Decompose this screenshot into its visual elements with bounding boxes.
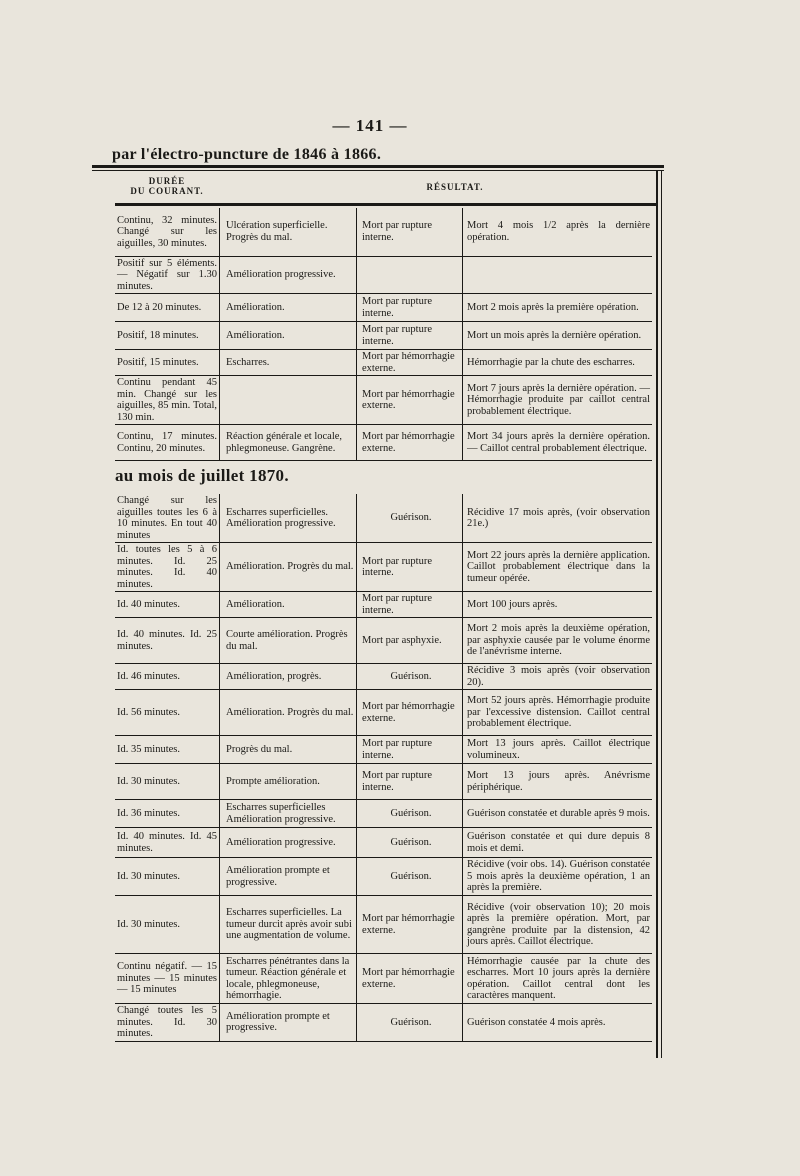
cell-duree: Id. 40 minutes. Id. 25 minutes. bbox=[115, 618, 220, 664]
table-row bbox=[115, 256, 652, 294]
cell-mode: Guérison. bbox=[357, 800, 463, 828]
cell-mode: Mort par rupture interne. bbox=[357, 322, 463, 350]
cell-resultat-immediat: Escharres superficielles Amélioration progressive. bbox=[220, 800, 357, 828]
table-row bbox=[115, 592, 652, 618]
results-table-1846-1866 bbox=[115, 208, 652, 461]
cell-duree: Positif, 15 minutes. bbox=[115, 350, 220, 376]
cell-mode: Mort par hémorrhagie externe. bbox=[357, 425, 463, 461]
cell-mode: Mort par hémorrhagie externe. bbox=[357, 350, 463, 376]
header-rule-thin bbox=[92, 170, 664, 171]
cell-resultat-immediat: Amélioration. bbox=[220, 592, 357, 618]
cell-suite: Mort 13 jours après. Caillot électrique volumineux. bbox=[463, 736, 653, 764]
table-row bbox=[115, 954, 652, 1004]
cell-resultat-immediat: Courte amélioration. Progrès du mal. bbox=[220, 618, 357, 664]
cell-duree: Id. 56 minutes. bbox=[115, 690, 220, 736]
cell-mode: Mort par rupture interne. bbox=[357, 592, 463, 618]
cell-suite: Guérison constatée et qui dure depuis 8 mois et demi. bbox=[463, 828, 653, 858]
table-row bbox=[115, 896, 652, 954]
page-number: — 141 — bbox=[332, 116, 408, 135]
cell-duree: Changé toutes les 5 minutes. Id. 30 minutes. bbox=[115, 1004, 220, 1042]
table-row bbox=[115, 800, 652, 828]
table-row bbox=[115, 736, 652, 764]
cell-mode: Mort par asphyxie. bbox=[357, 618, 463, 664]
table-row bbox=[115, 1004, 652, 1042]
table-right-border-inner bbox=[661, 170, 662, 1058]
cell-duree: Changé sur les aiguilles toutes les 6 à 10 minutes. En tout 40 minutes bbox=[115, 494, 220, 543]
cell-mode: Mort par rupture interne. bbox=[357, 736, 463, 764]
cell-suite: Récidive 17 mois après, (voir observation 21e.) bbox=[463, 494, 653, 543]
cell-suite bbox=[463, 256, 653, 294]
cell-resultat-immediat: Amélioration. Progrès du mal. bbox=[220, 543, 357, 592]
cell-resultat-immediat: Amélioration prompte et progressive. bbox=[220, 1004, 357, 1042]
cell-resultat-immediat: Progrès du mal. bbox=[220, 736, 357, 764]
cell-duree: Id. 30 minutes. bbox=[115, 896, 220, 954]
cell-duree: Positif sur 5 éléments. — Négatif sur 1.30 minutes. bbox=[115, 256, 220, 294]
cell-resultat-immediat: Amélioration. Progrès du mal. bbox=[220, 690, 357, 736]
table-row bbox=[115, 208, 652, 256]
cell-suite: Guérison constatée et durable après 9 mois. bbox=[463, 800, 653, 828]
cell-duree: Continu pendant 45 min. Changé sur les aiguilles, 85 min. Total, 130 min. bbox=[115, 376, 220, 425]
cell-mode: Guérison. bbox=[357, 494, 463, 543]
cell-suite: Hémorrhagie par la chute des escharres. bbox=[463, 350, 653, 376]
cell-suite: Mort 13 jours après. Anévrisme périphérique. bbox=[463, 764, 653, 800]
cell-duree: Continu, 32 minutes. Changé sur les aiguilles, 30 minutes. bbox=[115, 208, 220, 256]
cell-duree: Id. 35 minutes. bbox=[115, 736, 220, 764]
cell-resultat-immediat: Amélioration progressive. bbox=[220, 256, 357, 294]
cell-mode bbox=[357, 256, 463, 294]
header-rule bbox=[92, 165, 664, 168]
cell-resultat-immediat: Escharres pénétrantes dans la tumeur. Réaction générale et locale, phlegmoneuse, hémorrhagie. bbox=[220, 954, 357, 1004]
cell-resultat-immediat: Escharres superficielles. La tumeur durcit après avoir subi une augmentation de volume. bbox=[220, 896, 357, 954]
cell-suite: Récidive (voir obs. 14). Guérison constatée 5 mois après la deuxième opération, 1 an après la première. bbox=[463, 858, 653, 896]
table-row bbox=[115, 618, 652, 664]
cell-duree: Id. 30 minutes. bbox=[115, 858, 220, 896]
table-right-border bbox=[656, 170, 658, 1058]
cell-duree: Id. 46 minutes. bbox=[115, 664, 220, 690]
cell-duree: Id. toutes les 5 à 6 minutes. Id. 25 minutes. Id. 40 minutes. bbox=[115, 543, 220, 592]
cell-mode: Mort par hémorrhagie externe. bbox=[357, 376, 463, 425]
cell-mode: Guérison. bbox=[357, 858, 463, 896]
cell-mode: Mort par rupture interne. bbox=[357, 208, 463, 256]
cell-resultat-immediat: Escharres superficielles. Amélioration progressive. bbox=[220, 494, 357, 543]
cell-mode: Mort par rupture interne. bbox=[357, 294, 463, 322]
cell-resultat-immediat: Prompte amélioration. bbox=[220, 764, 357, 800]
cell-mode: Mort par rupture interne. bbox=[357, 764, 463, 800]
cell-duree: Continu négatif. — 15 minutes — 15 minutes — 15 minutes bbox=[115, 954, 220, 1004]
column-header-resultat: RÉSULTAT. bbox=[426, 182, 484, 192]
cell-suite: Mort 52 jours après. Hémorrhagie produite par l'excessive distension. Caillot central probablement électrique. bbox=[463, 690, 653, 736]
cell-resultat-immediat: Ulcération superficielle. Progrès du mal. bbox=[220, 208, 357, 256]
section-title-1870: au mois de juillet 1870. bbox=[115, 466, 289, 485]
cell-suite: Récidive (voir observation 10); 20 mois après la première opération. Mort, par gangrène produite par la distension, 42 jours après. Caillot électrique. bbox=[463, 896, 653, 954]
cell-suite: Hémorrhagie causée par la chute des escharres. Mort 10 jours après la dernière opération. Caillot central dont les caractères manquent. bbox=[463, 954, 653, 1004]
cell-duree: De 12 à 20 minutes. bbox=[115, 294, 220, 322]
column-header-duree: DURÉE DU COURANT. bbox=[130, 176, 204, 196]
table-row bbox=[115, 376, 652, 425]
cell-resultat-immediat: Amélioration. bbox=[220, 294, 357, 322]
cell-duree: Id. 30 minutes. bbox=[115, 764, 220, 800]
table-row bbox=[115, 828, 652, 858]
cell-mode: Mort par rupture interne. bbox=[357, 543, 463, 592]
cell-resultat-immediat: Amélioration progressive. bbox=[220, 828, 357, 858]
table-row bbox=[115, 425, 652, 461]
table-row bbox=[115, 690, 652, 736]
cell-suite: Mort 7 jours après la dernière opération. — Hémorrhagie produite par caillot central probablement électrique. bbox=[463, 376, 653, 425]
table-row bbox=[115, 858, 652, 896]
cell-suite: Mort un mois après la dernière opération. bbox=[463, 322, 653, 350]
cell-resultat-immediat: Amélioration. bbox=[220, 322, 357, 350]
cell-suite: Mort 2 mois après la première opération. bbox=[463, 294, 653, 322]
table-row bbox=[115, 543, 652, 592]
results-table-1870 bbox=[115, 494, 652, 1042]
cell-mode: Guérison. bbox=[357, 1004, 463, 1042]
table-row bbox=[115, 664, 652, 690]
cell-mode: Guérison. bbox=[357, 664, 463, 690]
cell-duree: Id. 40 minutes. bbox=[115, 592, 220, 618]
cell-mode: Mort par hémorrhagie externe. bbox=[357, 690, 463, 736]
cell-suite: Mort 4 mois 1/2 après la dernière opération. bbox=[463, 208, 653, 256]
cell-suite: Mort 100 jours après. bbox=[463, 592, 653, 618]
table-row bbox=[115, 350, 652, 376]
cell-mode: Guérison. bbox=[357, 828, 463, 858]
table-row bbox=[115, 494, 652, 543]
cell-duree: Continu, 17 minutes. Continu, 20 minutes. bbox=[115, 425, 220, 461]
column-header-rule bbox=[115, 203, 656, 206]
table-row bbox=[115, 322, 652, 350]
cell-resultat-immediat: Réaction générale et locale, phlegmoneuse. Gangrène. bbox=[220, 425, 357, 461]
cell-suite: Mort 22 jours après la dernière application. Caillot probablement électrique dans la tumeur opérée. bbox=[463, 543, 653, 592]
cell-resultat-immediat: Amélioration, progrès. bbox=[220, 664, 357, 690]
table-row bbox=[115, 294, 652, 322]
cell-suite: Mort 2 mois après la deuxième opération, par asphyxie causée par le volume énorme de l'anévrisme interne. bbox=[463, 618, 653, 664]
cell-mode: Mort par hémorrhagie externe. bbox=[357, 896, 463, 954]
page-title: par l'électro-puncture de 1846 à 1866. bbox=[112, 146, 382, 163]
cell-resultat-immediat: Amélioration prompte et progressive. bbox=[220, 858, 357, 896]
table-row bbox=[115, 764, 652, 800]
cell-duree: Positif, 18 minutes. bbox=[115, 322, 220, 350]
cell-resultat-immediat: Escharres. bbox=[220, 350, 357, 376]
cell-duree: Id. 40 minutes. Id. 45 minutes. bbox=[115, 828, 220, 858]
cell-suite: Mort 34 jours après la dernière opération. — Caillot central probablement électrique. bbox=[463, 425, 653, 461]
cell-mode: Mort par hémorrhagie externe. bbox=[357, 954, 463, 1004]
cell-suite: Récidive 3 mois après (voir observation 20). bbox=[463, 664, 653, 690]
cell-suite: Guérison constatée 4 mois après. bbox=[463, 1004, 653, 1042]
cell-duree: Id. 36 minutes. bbox=[115, 800, 220, 828]
cell-resultat-immediat bbox=[220, 376, 357, 425]
